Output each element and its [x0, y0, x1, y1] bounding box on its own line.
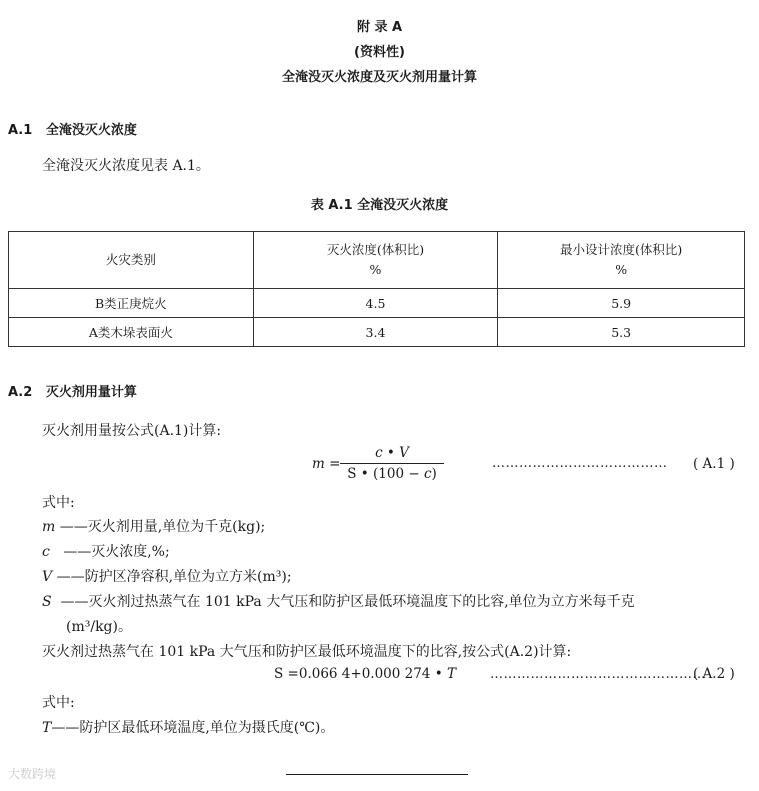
- section-a1-heading: [8, 119, 137, 138]
- section-a2-heading: [8, 381, 137, 400]
- formula1-label: ( A.1 ): [693, 456, 735, 472]
- table-header-cell: 火灾类别: [9, 232, 254, 289]
- footer-rule: [286, 774, 468, 775]
- appendix-heading: 全淹没灭火浓度及灭火剂用量计算: [281, 70, 477, 85]
- section-a1-title: 全淹没灭火浓度: [45, 123, 137, 138]
- table-cell: 3.4: [253, 318, 498, 347]
- formula2-label: ( A.2 ): [693, 666, 735, 682]
- table-cell: A类木垛表面火: [9, 318, 254, 347]
- var-m: m ——灭火剂用量,单位为千克(kg);: [42, 519, 266, 535]
- section-a1-number: A.1: [8, 123, 33, 138]
- table-header-row: [9, 232, 745, 289]
- formula2-intro: 灭火剂过热蒸气在 101 kPa 大气压和防护区最低环境温度下的比容,按公式(A.2)计算:: [42, 644, 572, 660]
- table-header-cell: 灭火浓度(体积比) %: [253, 232, 498, 289]
- formula2-leader-dots: …………………………………………: [490, 667, 706, 682]
- table-header-cell: 最小设计浓度(体积比) %: [498, 232, 745, 289]
- var-t: T——防护区最低环境温度,单位为摄氏度(℃)。: [42, 720, 335, 736]
- formula1-lhs: m =: [312, 456, 341, 472]
- formula1-leader-dots: …………………………………: [492, 456, 668, 471]
- table-caption: 表 A.1 全淹没灭火浓度: [310, 198, 449, 213]
- watermark: 大数跨境: [8, 767, 57, 781]
- table-row: [9, 289, 745, 318]
- formula1-intro: 灭火剂用量按公式(A.1)计算:: [42, 423, 222, 439]
- appendix-title: 附 录 A: [356, 20, 403, 35]
- var-s-continuation: (m³/kg)。: [66, 619, 132, 635]
- var-c: c ——灭火浓度,%;: [42, 544, 170, 560]
- table-row: [9, 318, 745, 347]
- section-a2-number: A.2: [8, 385, 33, 400]
- section-a1-text: 全淹没灭火浓度见表 A.1。: [42, 158, 210, 174]
- section-a2-title: 灭火剂用量计算: [45, 385, 137, 400]
- table-cell: 4.5: [253, 289, 498, 318]
- formula1-denominator: S • (100 − c): [347, 466, 437, 482]
- var-v: V ——防护区净容积,单位为立方米(m³);: [42, 569, 292, 585]
- appendix-nature: (资料性): [354, 45, 405, 60]
- where-label-1: 式中:: [42, 495, 75, 511]
- concentration-table: [8, 231, 745, 347]
- table-cell: 5.9: [498, 289, 745, 318]
- where-label-2: 式中:: [42, 695, 75, 711]
- formula1-fraction: [340, 445, 444, 484]
- formula1-numerator: c • V: [340, 445, 444, 464]
- var-s: S ——灭火剂过热蒸气在 101 kPa 大气压和防护区最低环境温度下的比容,单位为立方米每千克: [42, 594, 635, 610]
- table-cell: B类正庚烷火: [9, 289, 254, 318]
- table-cell: 5.3: [498, 318, 745, 347]
- formula2-expression: S =0.066 4+0.000 274 • T: [274, 666, 456, 682]
